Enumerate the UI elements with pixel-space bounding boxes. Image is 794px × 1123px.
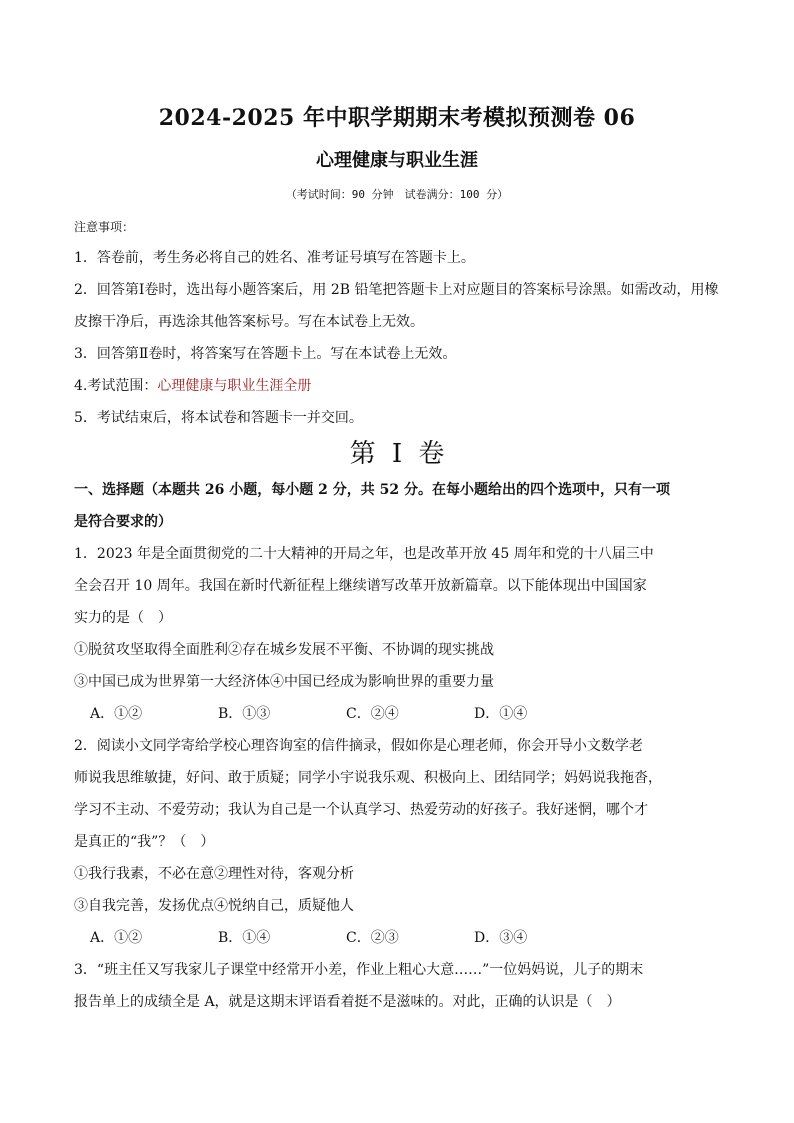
- question-text-line: 2．阅读小文同学寄给学校心理咨询室的信件摘录，假如你是心理老师，你会开导小文数学老: [74, 738, 643, 754]
- question-text-line: 实力的是（ ）: [74, 610, 172, 626]
- question-3: [74, 954, 724, 1018]
- section-heading-line2: 是符合要求的）: [74, 514, 172, 530]
- question-1: [74, 538, 724, 730]
- statement-line: ③自我完善，发扬优点④悦纳自己，质疑他人: [74, 898, 354, 914]
- statement-line: ①我行我素，不必在意②理性对待，客观分析: [74, 866, 354, 882]
- question-text-line: 师说我思维敏捷，好问、敢于质疑；同学小宇说我乐观、积极向上、团结同学；妈妈说我拖沓，: [74, 770, 662, 786]
- notice-item-4: [74, 370, 724, 402]
- notice-item-2-cont: 皮擦干净后，再选涂其他答案标号。写在本试卷上无效。: [74, 314, 424, 330]
- question-text-line: 是真正的“我”？（ ）: [74, 834, 215, 850]
- section-heading-line1: 一、选择题（本题共 26 小题，每小题 2 分，共 52 分。在每小题给出的四个选项中，只有一项: [74, 482, 670, 498]
- option-b: B．①③: [218, 706, 271, 722]
- question-text-line: 报告单上的成绩全是 A，就是这期末评语看着挺不是滋味的。对此，正确的认识是（ ）: [74, 994, 621, 1010]
- notice-item-5: 5．考试结束后，将本试卷和答题卡一并交回。: [74, 410, 363, 426]
- question-text-line: 学习不主动、不爱劳动；我认为自己是一个认真学习、热爱劳动的好孩子。我好迷惘，哪个才: [74, 802, 648, 818]
- exam-title: 2024-2025 年中职学期期末考模拟预测卷 06: [158, 105, 636, 131]
- option-d: D．③④: [474, 930, 528, 946]
- question-2: [74, 730, 724, 954]
- notice-item-1: 1．答卷前，考生务必将自己的姓名、准考证号填写在答题卡上。: [74, 250, 475, 266]
- notice-title: 注意事项：: [74, 220, 135, 234]
- subject-title: 心理健康与职业生涯: [316, 150, 478, 171]
- question-text-line: 3．“班主任又写我家儿子课堂中经常开小差，作业上粗心大意……”一位妈妈说，儿子的期末: [74, 962, 644, 978]
- answer-options: [74, 698, 724, 730]
- option-b: B．①④: [218, 930, 271, 946]
- option-d: D．①④: [474, 706, 528, 722]
- answer-options: [74, 922, 724, 954]
- option-a: A．①②: [90, 930, 143, 946]
- statement-line: ③中国已成为世界第一大经济体④中国已经成为影响世界的重要力量: [74, 674, 494, 690]
- exam-info: （考试时间：90 分钟 试卷满分：100 分）: [285, 188, 509, 201]
- scope-label: 4.考试范围：: [74, 378, 158, 394]
- statement-line: ①脱贫攻坚取得全面胜利②存在城乡发展不平衡、不协调的现实挑战: [74, 642, 494, 658]
- notice-item-2: 2．回答第Ⅰ卷时，选出每小题答案后，用 2B 铅笔把答题卡上对应题目的答案标号涂黑。如需改动，用橡: [74, 282, 719, 298]
- exam-content: [74, 212, 724, 1018]
- scope-value: 心理健康与职业生涯全册: [157, 378, 312, 394]
- question-text-line: 全会召开 10 周年。我国在新时代新征程上继续谱写改革开放新篇章。以下能体现出中国国家: [74, 578, 647, 594]
- option-c: C．②④: [346, 706, 399, 722]
- question-text-line: 1．2023 年是全面贯彻党的二十大精神的开局之年，也是改革开放 45 周年和党的十八届三中: [74, 546, 654, 562]
- notice-item-3: 3．回答第Ⅱ卷时，将答案写在答题卡上。写在本试卷上无效。: [74, 346, 457, 362]
- option-c: C．②③: [346, 930, 399, 946]
- volume-title: 第 I 卷: [349, 439, 449, 469]
- option-a: A．①②: [90, 706, 143, 722]
